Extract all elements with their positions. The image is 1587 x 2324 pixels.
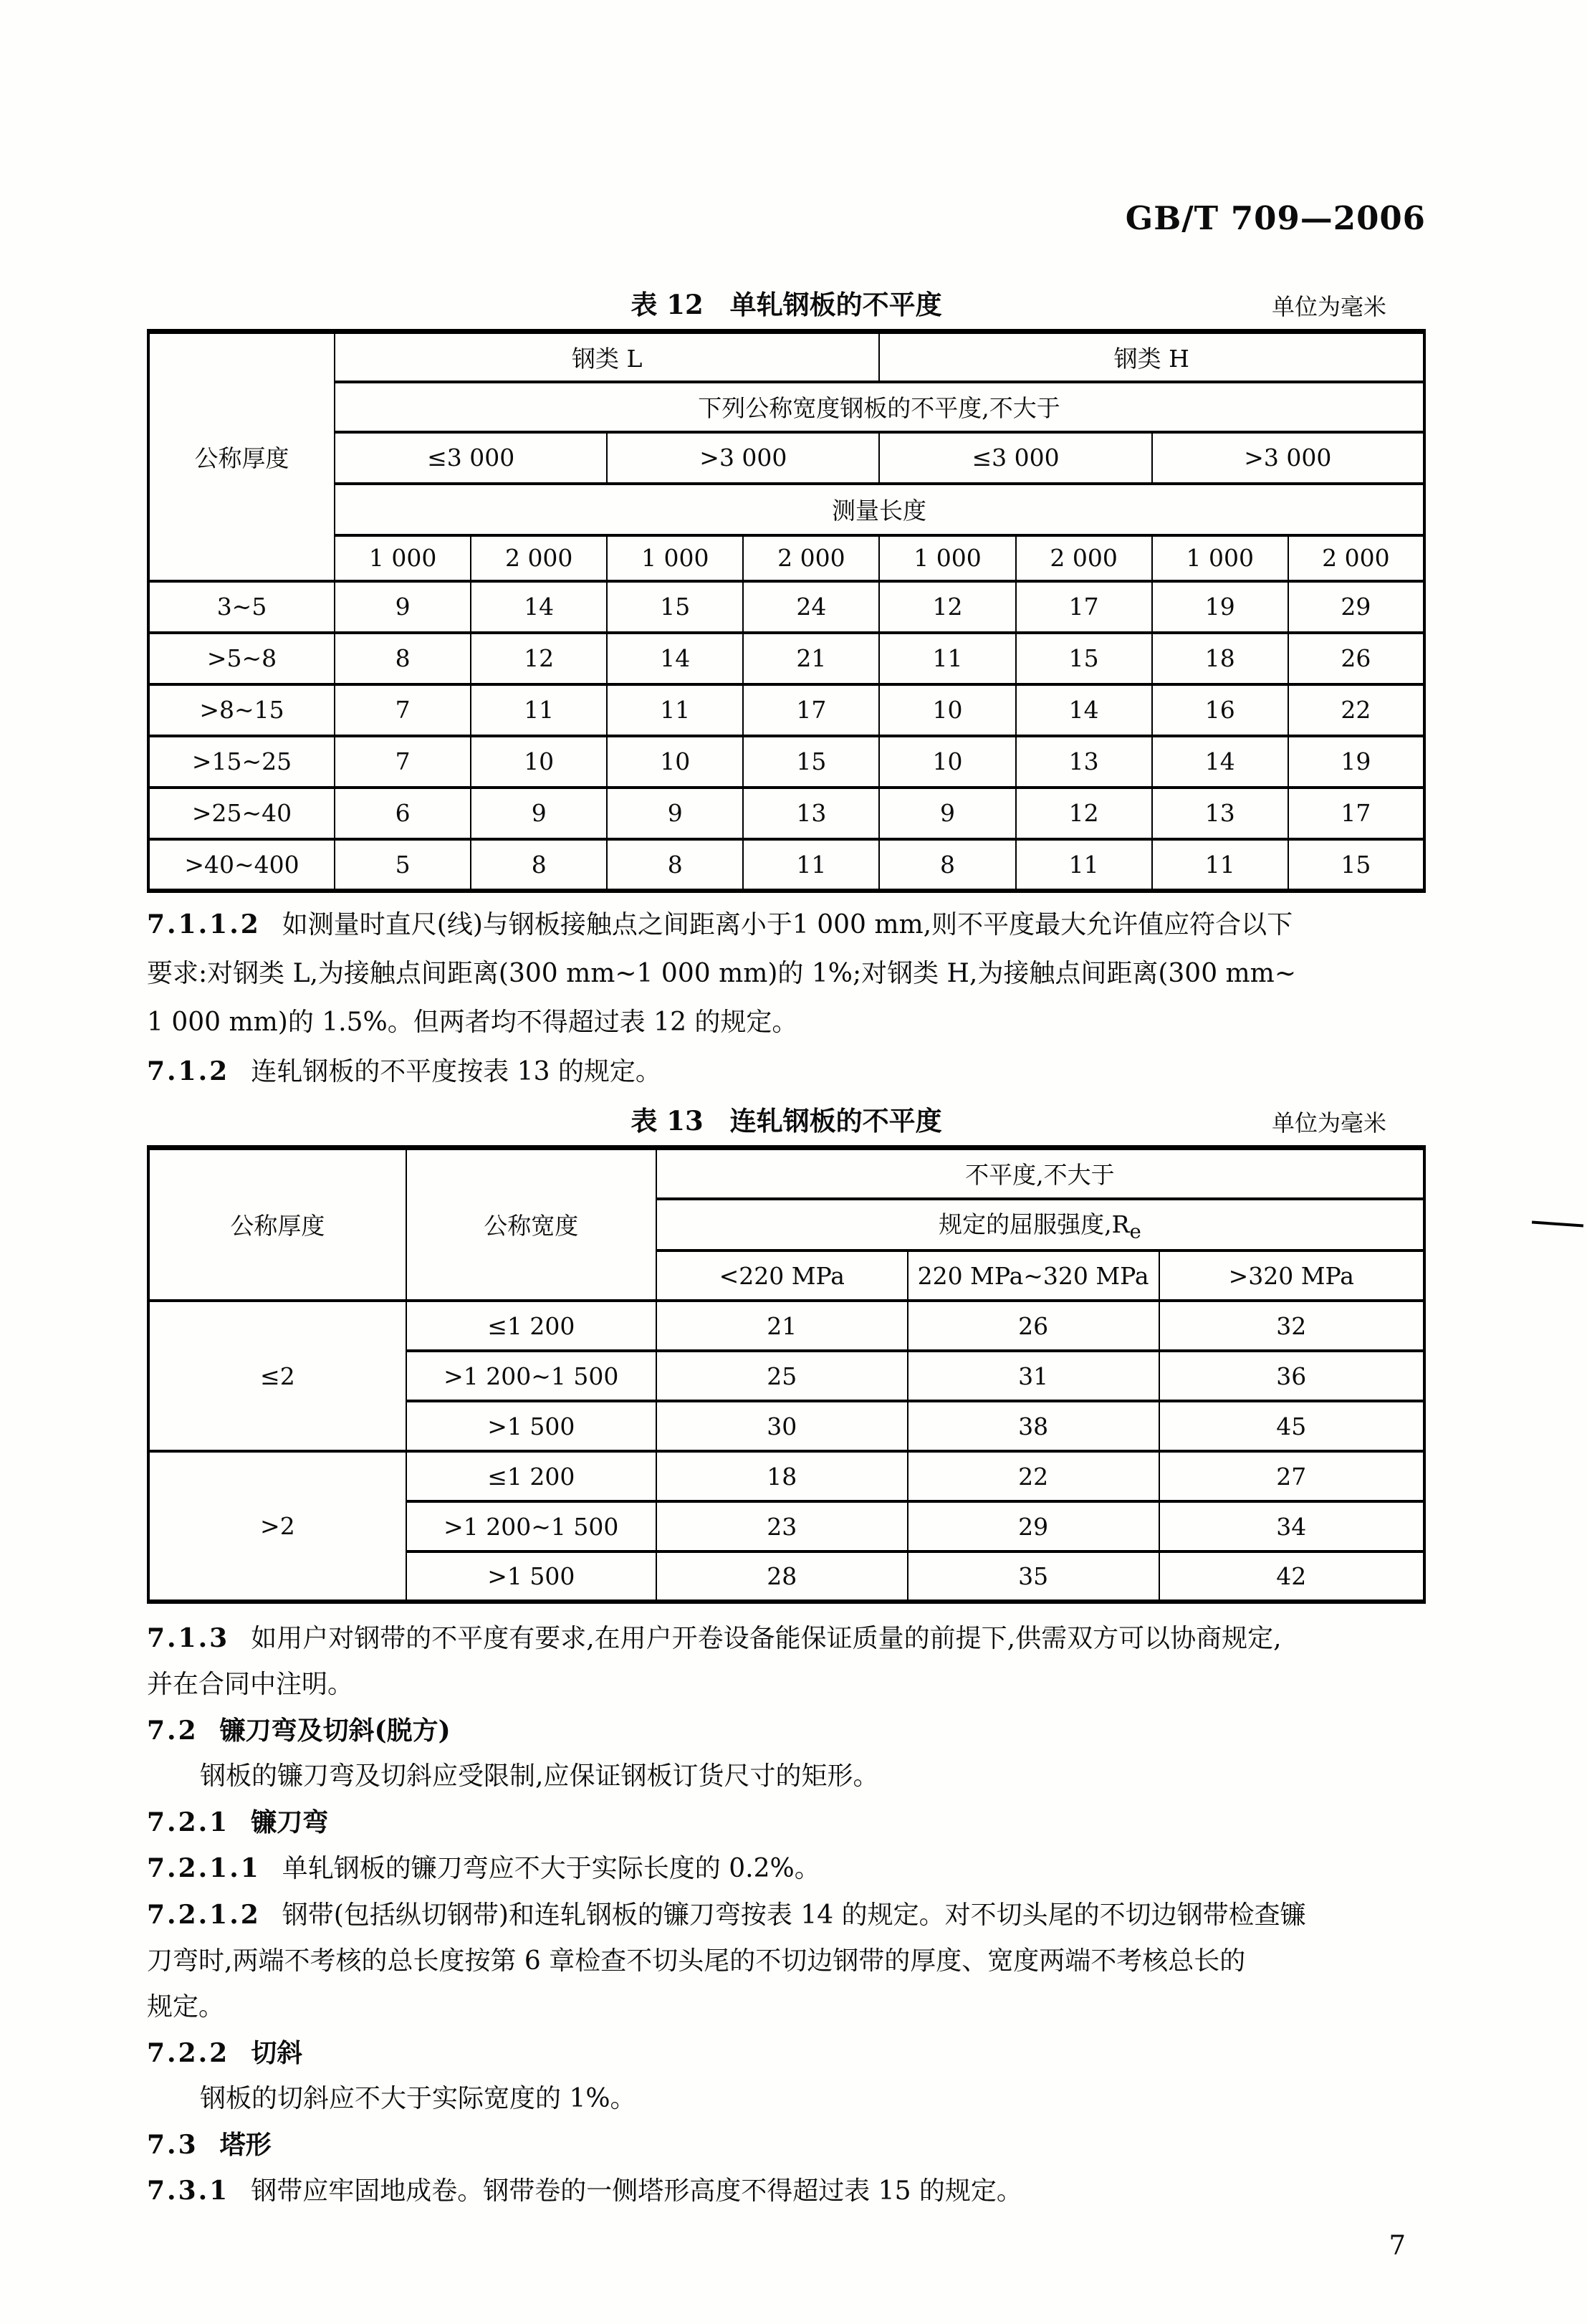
table12-len-header: 1 000 xyxy=(607,535,743,581)
clause-number: 7.1.1.2 xyxy=(147,909,261,939)
table13 xyxy=(147,1145,1426,1605)
clause-number: 7.2.2 xyxy=(147,2038,230,2068)
table12-len-header: 1 000 xyxy=(1152,535,1288,581)
value-cell: 10 xyxy=(471,736,607,788)
value-cell: 23 xyxy=(656,1501,908,1551)
table13-flatness-note: 不平度,不大于 xyxy=(656,1147,1424,1199)
value-cell: 8 xyxy=(879,839,1015,891)
value-cell: 15 xyxy=(1016,633,1152,684)
value-cell: 8 xyxy=(607,839,743,891)
value-cell: 15 xyxy=(607,581,743,633)
clause-number: 7.2.1.1 xyxy=(147,1853,261,1883)
clause-7-3-1-line xyxy=(147,2168,1426,2214)
table12-header-row-5 xyxy=(148,535,1424,581)
value-cell: 21 xyxy=(743,633,879,684)
value-cell: 31 xyxy=(908,1351,1159,1401)
value-cell: 34 xyxy=(1159,1501,1425,1551)
value-cell: 5 xyxy=(335,839,471,891)
width-cell: >1 500 xyxy=(406,1551,656,1602)
value-cell: 13 xyxy=(743,788,879,839)
heading-text: 镰刀弯及切斜(脱方) xyxy=(219,1716,451,1746)
value-cell: 14 xyxy=(471,581,607,633)
table12-width-note: 下列公称宽度钢板的不平度,不大于 xyxy=(335,382,1424,432)
table12 xyxy=(147,329,1426,893)
thickness-cell: >8~15 xyxy=(148,684,335,736)
thickness-cell: >40~400 xyxy=(148,839,335,891)
table12-caption: 表 12 单轧钢板的不平度 xyxy=(631,289,942,320)
thickness-group-cell: >2 xyxy=(148,1451,406,1602)
table13-col-lt220: <220 MPa xyxy=(656,1251,908,1301)
value-cell: 32 xyxy=(1159,1301,1425,1351)
value-cell: 14 xyxy=(607,633,743,684)
table12-caption-row xyxy=(147,283,1426,320)
table13-unit-note: 单位为毫米 xyxy=(1271,1109,1386,1137)
value-cell: 11 xyxy=(1016,839,1152,891)
value-cell: 8 xyxy=(335,633,471,684)
table13-width-header: 公称宽度 xyxy=(406,1147,656,1301)
table13-row xyxy=(148,1451,1424,1501)
value-cell: 12 xyxy=(1016,788,1152,839)
table12-header-row-2 xyxy=(148,382,1424,432)
width-cell: ≤1 200 xyxy=(406,1301,656,1351)
width-cell: >1 200~1 500 xyxy=(406,1351,656,1401)
value-cell: 16 xyxy=(1152,684,1288,736)
value-cell: 19 xyxy=(1152,581,1288,633)
clause-text: 钢带应牢固地成卷。钢带卷的一侧塔形高度不得超过表 15 的规定。 xyxy=(251,2176,1022,2206)
standard-number: GB/T 709—2006 xyxy=(1125,199,1426,237)
yield-label: 规定的屈服强度,R xyxy=(939,1210,1130,1239)
heading-text: 塔形 xyxy=(219,2130,272,2160)
value-cell: 30 xyxy=(656,1401,908,1451)
value-cell: 6 xyxy=(335,788,471,839)
clause-text: 连轧钢板的不平度按表 13 的规定。 xyxy=(251,1056,661,1086)
value-cell: 8 xyxy=(471,839,607,891)
width-cell: ≤1 200 xyxy=(406,1451,656,1501)
clause-7-2-body: 钢板的镰刀弯及切斜应受限制,应保证钢板订货尺寸的矩形。 xyxy=(200,1761,879,1791)
table12-row xyxy=(148,581,1424,633)
value-cell: 26 xyxy=(1288,633,1424,684)
table12-class-h-header: 钢类 H xyxy=(879,332,1424,382)
clause-7-1-2 xyxy=(147,1047,1426,1096)
table13-row xyxy=(148,1301,1424,1351)
heading-7-2-2 xyxy=(147,2030,1426,2076)
clause-7-2-1-1-line xyxy=(147,1845,1426,1892)
value-cell: 9 xyxy=(879,788,1015,839)
table12-len-header: 2 000 xyxy=(743,535,879,581)
clause-line: 1 000 mm)的 1.5%。但两者均不得超过表 12 的规定。 xyxy=(147,1007,798,1037)
width-cell: >1 200~1 500 xyxy=(406,1501,656,1551)
value-cell: 11 xyxy=(607,684,743,736)
clause-number: 7.1.2 xyxy=(147,1056,230,1086)
clause-text: 如用户对钢带的不平度有要求,在用户开卷设备能保证质量的前提下,供需双方可以协商规定, xyxy=(251,1624,1282,1653)
value-cell: 29 xyxy=(1288,581,1424,633)
table13-caption-row xyxy=(147,1099,1426,1137)
table12-row xyxy=(148,633,1424,684)
value-cell: 17 xyxy=(1288,788,1424,839)
value-cell: 11 xyxy=(471,684,607,736)
clause-7-1-3-line xyxy=(147,1615,1426,1662)
value-cell: 9 xyxy=(607,788,743,839)
clause-number: 7.2.1 xyxy=(147,1807,230,1837)
value-cell: 19 xyxy=(1288,736,1424,788)
value-cell: 27 xyxy=(1159,1451,1425,1501)
value-cell: 22 xyxy=(908,1451,1159,1501)
page-number: 7 xyxy=(1389,2230,1406,2261)
value-cell: 11 xyxy=(879,633,1015,684)
value-cell: 17 xyxy=(743,684,879,736)
clause-7-2-1-2-line xyxy=(147,1892,1426,1938)
value-cell: 22 xyxy=(1288,684,1424,736)
table13-col-mid: 220 MPa~320 MPa xyxy=(908,1251,1159,1301)
value-cell: 12 xyxy=(471,633,607,684)
table13-col-gt320: >320 MPa xyxy=(1159,1251,1425,1301)
table12-measure-length: 测量长度 xyxy=(335,484,1424,535)
value-cell: 18 xyxy=(1152,633,1288,684)
table13-caption: 表 13 连轧钢板的不平度 xyxy=(631,1104,942,1137)
value-cell: 29 xyxy=(908,1501,1159,1551)
clause-text: 钢带(包括纵切钢带)和连轧钢板的镰刀弯按表 14 的规定。对不切头尾的不切边钢带检查镰 xyxy=(282,1900,1306,1930)
clause-number: 7.3.1 xyxy=(147,2176,230,2206)
value-cell: 11 xyxy=(1152,839,1288,891)
heading-7-3 xyxy=(147,2122,1426,2168)
table12-header-row-1 xyxy=(148,332,1424,382)
clause-7-2-1-2-line: 规定。 xyxy=(147,1992,225,2022)
width-cell: >1 500 xyxy=(406,1401,656,1451)
value-cell: 15 xyxy=(743,736,879,788)
table12-unit-note: 单位为毫米 xyxy=(1271,293,1386,320)
value-cell: 11 xyxy=(743,839,879,891)
heading-7-2 xyxy=(147,1708,1426,1754)
value-cell: 28 xyxy=(656,1551,908,1602)
thickness-group-cell: ≤2 xyxy=(148,1301,406,1451)
thickness-cell: >25~40 xyxy=(148,788,335,839)
value-cell: 14 xyxy=(1016,684,1152,736)
table12-row xyxy=(148,788,1424,839)
clause-7-2-1-2-line: 刀弯时,两端不考核的总长度按第 6 章检查不切头尾的不切边钢带的厚度、宽度两端不考核总长的 xyxy=(147,1946,1246,1976)
value-cell: 21 xyxy=(656,1301,908,1351)
heading-text: 镰刀弯 xyxy=(251,1807,329,1837)
table13-yield-header xyxy=(656,1199,1424,1251)
table12-len-header: 2 000 xyxy=(471,535,607,581)
value-cell: 17 xyxy=(1016,581,1152,633)
clause-line: 要求:对钢类 L,为接触点间距离(300 mm~1 000 mm)的 1%;对钢类 H,为接触点间距离(300 mm~ xyxy=(147,958,1296,988)
clause-number: 7.2 xyxy=(147,1716,198,1746)
table12-class-l-header: 钢类 L xyxy=(335,332,879,382)
table13-thickness-header: 公称厚度 xyxy=(148,1147,406,1301)
clause-7-1-1-2 xyxy=(147,900,1426,1096)
clause-line xyxy=(147,900,1426,950)
value-cell: 10 xyxy=(607,736,743,788)
clause-number: 7.2.1.2 xyxy=(147,1900,261,1930)
value-cell: 7 xyxy=(335,684,471,736)
value-cell: 9 xyxy=(335,581,471,633)
value-cell: 42 xyxy=(1159,1551,1425,1602)
thickness-cell: >5~8 xyxy=(148,633,335,684)
table12-width-gt3000: >3 000 xyxy=(1152,432,1424,484)
value-cell: 26 xyxy=(908,1301,1159,1351)
table12-header-row-3 xyxy=(148,432,1424,484)
table12-len-header: 1 000 xyxy=(879,535,1015,581)
heading-text: 切斜 xyxy=(251,2038,303,2068)
clauses-bottom xyxy=(147,1615,1426,2214)
thickness-cell: >15~25 xyxy=(148,736,335,788)
table12-row xyxy=(148,736,1424,788)
clause-number: 7.1.3 xyxy=(147,1623,230,1653)
table12-len-header: 2 000 xyxy=(1016,535,1152,581)
value-cell: 13 xyxy=(1152,788,1288,839)
table12-row xyxy=(148,839,1424,891)
value-cell: 35 xyxy=(908,1551,1159,1602)
value-cell: 18 xyxy=(656,1451,908,1501)
value-cell: 25 xyxy=(656,1351,908,1401)
value-cell: 36 xyxy=(1159,1351,1425,1401)
value-cell: 7 xyxy=(335,736,471,788)
value-cell: 12 xyxy=(879,581,1015,633)
value-cell: 24 xyxy=(743,581,879,633)
value-cell: 38 xyxy=(908,1401,1159,1451)
table12-len-header: 1 000 xyxy=(335,535,471,581)
heading-7-2-1 xyxy=(147,1799,1426,1845)
value-cell: 13 xyxy=(1016,736,1152,788)
value-cell: 9 xyxy=(471,788,607,839)
value-cell: 45 xyxy=(1159,1401,1425,1451)
value-cell: 15 xyxy=(1288,839,1424,891)
table12-width-gt3000: >3 000 xyxy=(607,432,879,484)
value-cell: 10 xyxy=(879,684,1015,736)
table12-len-header: 2 000 xyxy=(1288,535,1424,581)
thickness-cell: 3~5 xyxy=(148,581,335,633)
table12-thickness-header: 公称厚度 xyxy=(148,332,335,581)
value-cell: 10 xyxy=(879,736,1015,788)
clause-7-1-3-line: 并在合同中注明。 xyxy=(147,1670,354,1699)
table12-row xyxy=(148,684,1424,736)
yield-subscript: e xyxy=(1129,1220,1141,1243)
clause-number: 7.3 xyxy=(147,2130,198,2160)
clause-7-2-2-body: 钢板的切斜应不大于实际宽度的 1%。 xyxy=(200,2084,636,2113)
clause-text: 单轧钢板的镰刀弯应不大于实际长度的 0.2%。 xyxy=(282,1854,820,1883)
table12-width-le3000: ≤3 000 xyxy=(879,432,1151,484)
clause-text: 如测量时直尺(线)与钢板接触点之间距离小于1 000 mm,则不平度最大允许值应符合以下 xyxy=(282,909,1293,939)
table12-width-le3000: ≤3 000 xyxy=(335,432,607,484)
table13-header-row-1 xyxy=(148,1147,1424,1199)
value-cell: 14 xyxy=(1152,736,1288,788)
table12-header-row-4 xyxy=(148,484,1424,535)
